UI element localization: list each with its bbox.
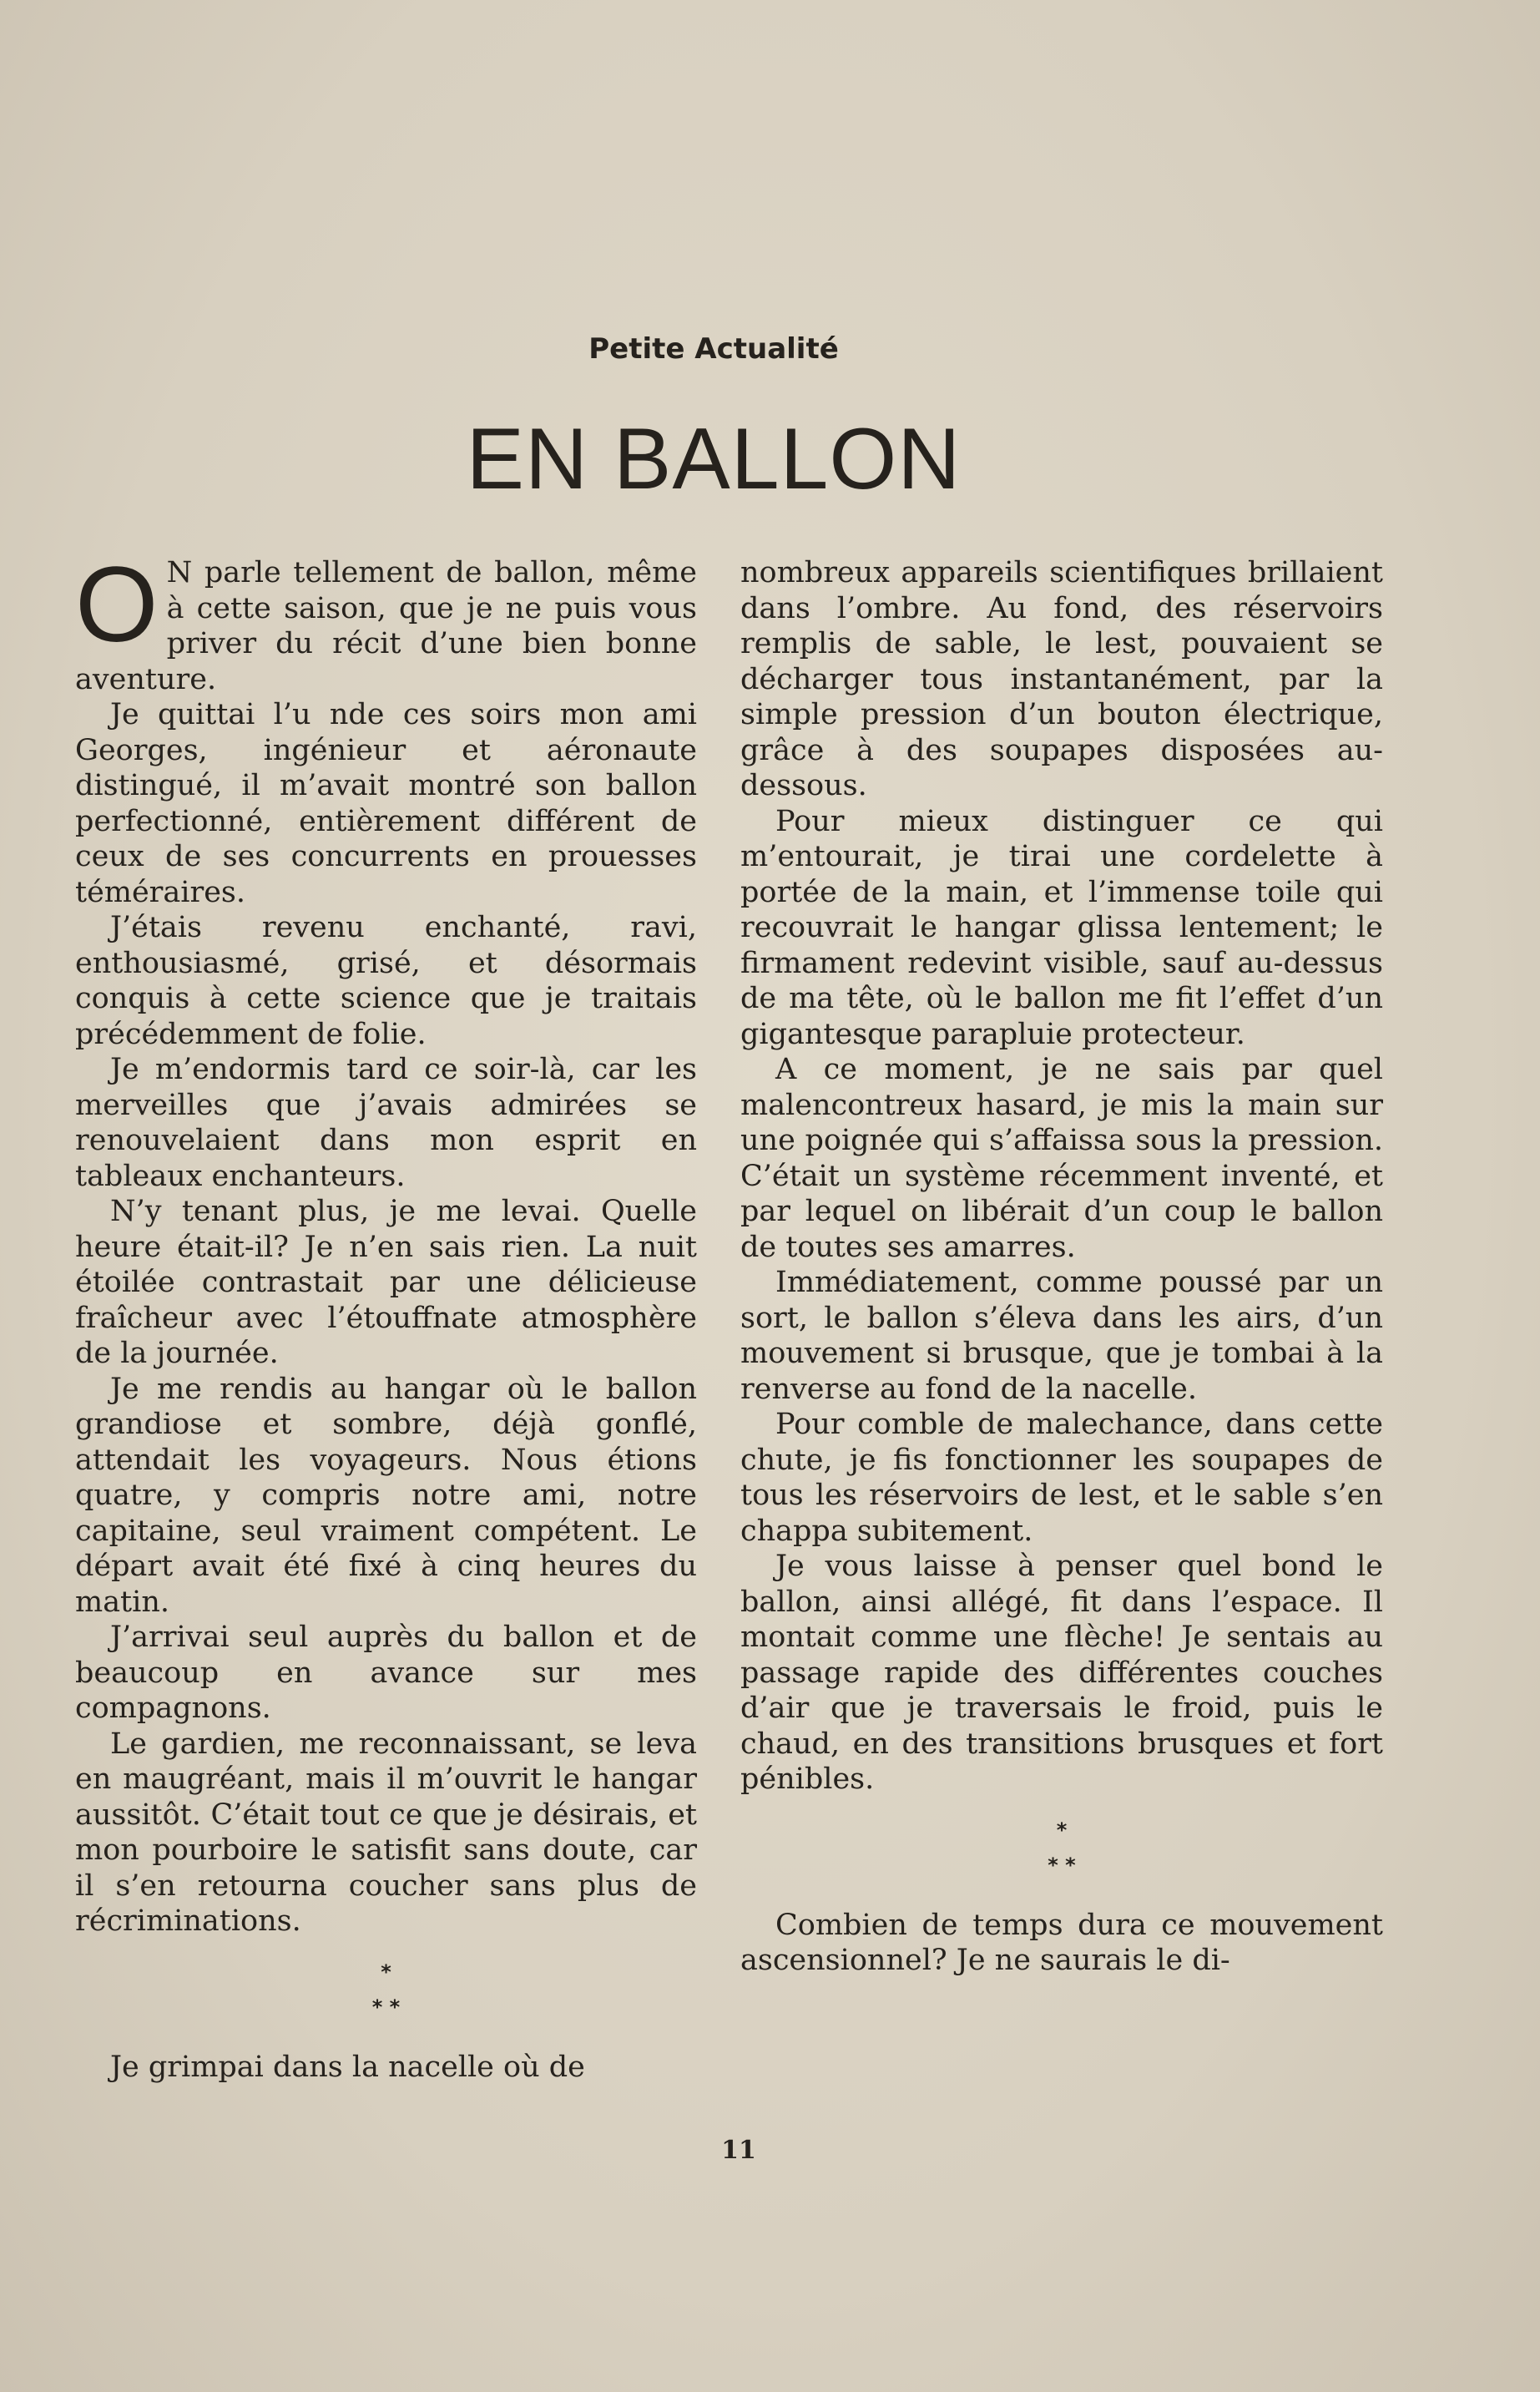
separator-stars: * *	[371, 1995, 401, 2019]
paragraph	[75, 545, 697, 697]
paragraph-text: N parle tellement de ballon, même à cette saison, que je ne puis vous priver du récit d’une bien bonne aventure.	[75, 556, 697, 696]
paragraph: Combien de temps dura ce mouvement ascensionnel? Je ne saurais le di-	[740, 1908, 1383, 1977]
drop-cap: O	[75, 545, 159, 665]
paragraph: Le gardien, me reconnaissant, se leva en maugréant, mais il m’ouvrit le hangar aussitôt. C’était tout ce que je désirais, et mon pourboire le satisfit sans doute, car il s’en retourna coucher sans plus de récriminations.	[75, 1727, 697, 1938]
paragraph: nombreux appareils scientifiques brillaient dans l’ombre. Au fond, des réservoirs remplis de sable, le lest, pouvaient se décharger tous instantanément, par la simple pression d’un bouton électrique, grâce à des soupapes disposées au-dessous.	[740, 556, 1383, 802]
page-number: 11	[721, 2136, 756, 2165]
separator-star: *	[381, 1960, 391, 1984]
paragraph: J’arrivai seul auprès du ballon et de beaucoup en avance sur mes compagnons.	[75, 1621, 697, 1725]
paragraph: J’étais revenu enchanté, ravi, enthousiasmé, grisé, et désormais conquis à cette science que je traitais précédemment de folie.	[75, 911, 697, 1051]
paragraph: Je quittai l’u nde ces soirs mon ami Georges, ingénieur et aéronaute distingué, il m’avait montré son ballon perfectionné, entièrement différent de ceux de ses concurrents en prouesses téméraires.	[75, 698, 697, 909]
paragraph: Immédiatement, comme poussé par un sort, le ballon s’éleva dans les airs, d’un mouvement si brusque, que je tombai à la renverse au fond de la nacelle.	[740, 1266, 1383, 1406]
separator-stars: * *	[1048, 1853, 1076, 1877]
paragraph: A ce moment, je ne sais par quel malencontreux hasard, je mis la main sur une poignée qui s’affaissa sous la pression. C’était un système récemment inventé, et par lequel on libérait d’un coup le ballon de toutes ses amarres.	[740, 1053, 1383, 1264]
paragraph: Pour mieux distinguer ce qui m’entourait, je tirai une cordelette à portée de la main, et l’immense toile qui recouvrait le hangar glissa lentement; le firmament redevint visible, sauf au-dessus de ma tête, où le ballon me fit l’effet d’un gigantesque parapluie protecteur.	[740, 804, 1383, 1051]
section-separator	[740, 1813, 1383, 1883]
paragraph: Je grimpai dans la nacelle où de	[110, 2050, 585, 2084]
section-kicker: Petite Actualité	[588, 332, 839, 366]
separator-star: *	[1056, 1818, 1068, 1842]
paragraph: N’y tenant plus, je me levai. Quelle heure était-il? Je n’en sais rien. La nuit étoilée contrastait par une délicieuse fraîcheur avec l’étouffnate atmosphère de la journée.	[75, 1195, 697, 1370]
paragraph: Pour comble de malechance, dans cette chute, je fis fonctionner les soupapes de tous les réservoirs de lest, et le sable s’en chappa subitement.	[740, 1408, 1383, 1548]
section-separator	[75, 1955, 697, 2025]
left-column	[75, 545, 697, 2085]
paragraph: Je m’endormis tard ce soir-là, car les merveilles que j’avais admirées se renouvelaient dans mon esprit en tableaux enchanteurs.	[75, 1053, 697, 1193]
right-column	[740, 555, 1383, 1979]
article-title: EN BALLON	[466, 411, 962, 508]
paragraph: Je me rendis au hangar où le ballon grandiose et sombre, déjà gonflé, attendait les voyageurs. Nous étions quatre, y compris notre ami, notre capitaine, seul vraiment compétent. Le départ avait été fixé à cinq heures du matin.	[75, 1372, 697, 1619]
paragraph: Je vous laisse à penser quel bond le ballon, ainsi allégé, fit dans l’espace. Il montait comme une flèche! Je sentais au passage rapide des différentes couches d’air que je traversais le froid, puis le chaud, en des transitions brusques et fort pénibles.	[740, 1550, 1383, 1796]
